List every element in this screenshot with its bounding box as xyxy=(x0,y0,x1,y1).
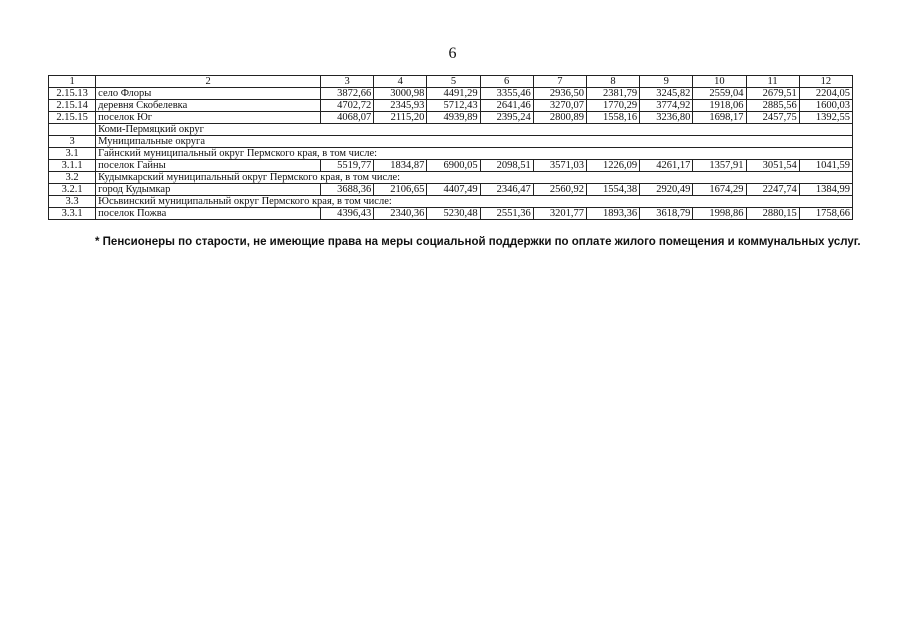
value-cell: 2204,05 xyxy=(799,88,852,100)
column-header: 2 xyxy=(96,76,321,88)
tariff-table xyxy=(48,75,853,220)
value-cell: 2098,51 xyxy=(480,160,533,172)
value-cell: 3201,77 xyxy=(533,208,586,220)
section-title: Гайнский муниципальный округ Пермского края, в том числе: xyxy=(96,148,853,160)
page-number: 6 xyxy=(448,45,457,62)
value-cell: 1600,03 xyxy=(799,100,852,112)
value-cell: 4407,49 xyxy=(427,184,480,196)
section-row xyxy=(49,196,853,208)
value-cell: 4068,07 xyxy=(321,112,374,124)
value-cell: 4261,17 xyxy=(640,160,693,172)
value-cell: 3000,98 xyxy=(374,88,427,100)
value-cell: 1392,55 xyxy=(799,112,852,124)
value-cell: 2340,36 xyxy=(374,208,427,220)
value-cell: 4702,72 xyxy=(321,100,374,112)
column-header: 10 xyxy=(693,76,746,88)
settlement-name: поселок Юг xyxy=(96,112,321,124)
value-cell: 2800,89 xyxy=(533,112,586,124)
value-cell: 1834,87 xyxy=(374,160,427,172)
value-cell: 1226,09 xyxy=(586,160,639,172)
value-cell: 4939,89 xyxy=(427,112,480,124)
value-cell: 2551,36 xyxy=(480,208,533,220)
value-cell: 1041,59 xyxy=(799,160,852,172)
section-title: Муниципальные округа xyxy=(96,136,853,148)
column-header: 7 xyxy=(533,76,586,88)
value-cell: 2885,56 xyxy=(746,100,799,112)
value-cell: 1893,36 xyxy=(586,208,639,220)
value-cell: 1770,29 xyxy=(586,100,639,112)
column-header: 4 xyxy=(374,76,427,88)
value-cell: 2560,92 xyxy=(533,184,586,196)
value-cell: 2346,47 xyxy=(480,184,533,196)
value-cell: 2345,93 xyxy=(374,100,427,112)
value-cell: 1674,29 xyxy=(693,184,746,196)
settlement-name: поселок Пожва xyxy=(96,208,321,220)
value-cell: 2247,74 xyxy=(746,184,799,196)
value-cell: 1998,86 xyxy=(693,208,746,220)
table-row xyxy=(49,112,853,124)
value-cell: 5519,77 xyxy=(321,160,374,172)
row-code: 2.15.13 xyxy=(49,88,96,100)
row-code: 3.2 xyxy=(49,172,96,184)
section-title: Коми-Пермяцкий округ xyxy=(96,124,853,136)
value-cell: 3571,03 xyxy=(533,160,586,172)
row-code: 3.3.1 xyxy=(49,208,96,220)
value-cell: 5712,43 xyxy=(427,100,480,112)
value-cell: 5230,48 xyxy=(427,208,480,220)
value-cell: 2920,49 xyxy=(640,184,693,196)
value-cell: 3355,46 xyxy=(480,88,533,100)
value-cell: 4396,43 xyxy=(321,208,374,220)
section-row xyxy=(49,172,853,184)
section-title: Юсьвинский муниципальный округ Пермского края, в том числе: xyxy=(96,196,853,208)
column-header: 6 xyxy=(480,76,533,88)
row-code: 2.15.15 xyxy=(49,112,96,124)
row-code: 2.15.14 xyxy=(49,100,96,112)
value-cell: 2559,04 xyxy=(693,88,746,100)
value-cell: 3618,79 xyxy=(640,208,693,220)
table-row xyxy=(49,88,853,100)
table-header-row xyxy=(49,76,853,88)
value-cell: 2381,79 xyxy=(586,88,639,100)
value-cell: 1698,17 xyxy=(693,112,746,124)
section-title: Кудымкарский муниципальный округ Пермского края, в том числе: xyxy=(96,172,853,184)
value-cell: 3245,82 xyxy=(640,88,693,100)
column-header: 9 xyxy=(640,76,693,88)
column-header: 11 xyxy=(746,76,799,88)
table-row xyxy=(49,208,853,220)
row-code: 3 xyxy=(49,136,96,148)
settlement-name: поселок Гайны xyxy=(96,160,321,172)
table-row xyxy=(49,184,853,196)
row-code xyxy=(49,124,96,136)
section-row xyxy=(49,124,853,136)
value-cell: 1357,91 xyxy=(693,160,746,172)
section-row xyxy=(49,148,853,160)
column-header: 8 xyxy=(586,76,639,88)
value-cell: 2106,65 xyxy=(374,184,427,196)
settlement-name: город Кудымкар xyxy=(96,184,321,196)
section-row xyxy=(49,136,853,148)
value-cell: 2115,20 xyxy=(374,112,427,124)
row-code: 3.1 xyxy=(49,148,96,160)
value-cell: 2880,15 xyxy=(746,208,799,220)
footnote: * Пенсионеры по старости, не имеющие права на меры социальной поддержки по оплате жилого помещения и коммунальных услуг. xyxy=(95,236,861,248)
column-header: 5 xyxy=(427,76,480,88)
value-cell: 1384,99 xyxy=(799,184,852,196)
value-cell: 3688,36 xyxy=(321,184,374,196)
value-cell: 3270,07 xyxy=(533,100,586,112)
value-cell: 2395,24 xyxy=(480,112,533,124)
row-code: 3.3 xyxy=(49,196,96,208)
value-cell: 1918,06 xyxy=(693,100,746,112)
value-cell: 3774,92 xyxy=(640,100,693,112)
value-cell: 2457,75 xyxy=(746,112,799,124)
column-header: 1 xyxy=(49,76,96,88)
column-header: 12 xyxy=(799,76,852,88)
value-cell: 1554,38 xyxy=(586,184,639,196)
settlement-name: деревня Скобелевка xyxy=(96,100,321,112)
value-cell: 3872,66 xyxy=(321,88,374,100)
value-cell: 3051,54 xyxy=(746,160,799,172)
value-cell: 2936,50 xyxy=(533,88,586,100)
table-row xyxy=(49,100,853,112)
value-cell: 1758,66 xyxy=(799,208,852,220)
value-cell: 4491,29 xyxy=(427,88,480,100)
column-header: 3 xyxy=(321,76,374,88)
table-row xyxy=(49,160,853,172)
row-code: 3.2.1 xyxy=(49,184,96,196)
row-code: 3.1.1 xyxy=(49,160,96,172)
settlement-name: село Флоры xyxy=(96,88,321,100)
value-cell: 6900,05 xyxy=(427,160,480,172)
value-cell: 2641,46 xyxy=(480,100,533,112)
value-cell: 2679,51 xyxy=(746,88,799,100)
value-cell: 3236,80 xyxy=(640,112,693,124)
value-cell: 1558,16 xyxy=(586,112,639,124)
